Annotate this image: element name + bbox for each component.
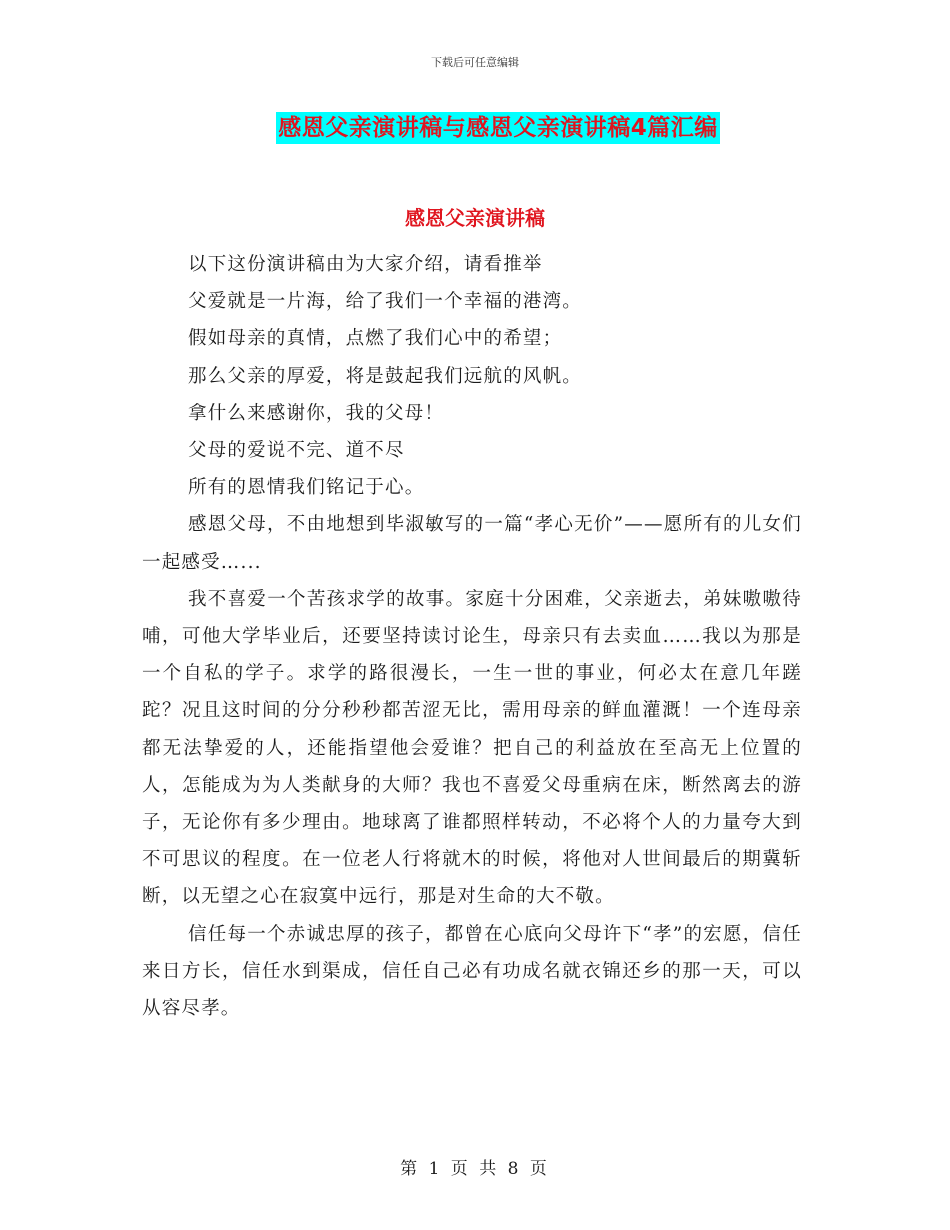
body-line: 拿什么来感谢你，我的父母！ [188, 402, 445, 424]
body-paragraph: 信任每一个赤诚忠厚的孩子，都曾在心底向父母许下“孝”的宏愿，信任来日方长，信任水到渠成，信任自己必有功成名就衣锦还乡的那一天，可以从容尽孝。 [142, 923, 802, 1020]
page-footer: 第 1 页 共 8 页 [400, 1159, 550, 1179]
body-line: 父爱就是一片海，给了我们一个幸福的港湾。 [188, 291, 583, 313]
body-line: 所有的恩情我们铭记于心。 [188, 477, 425, 499]
body-line: 那么父亲的厚爱，将是鼓起我们远航的风帆。 [188, 365, 583, 387]
document-title: 感恩父亲演讲稿与感恩父亲演讲稿4篇汇编 [276, 112, 720, 144]
body-paragraph: 我不喜爱一个苦孩求学的故事。家庭十分困难，父亲逝去，弟妹嗷嗷待哺，可他大学毕业后，还要坚持读讨论生，母亲只有去卖血……我以为那是一个自私的学子。求学的路很漫长，一生一世的事业，何必太在意几年蹉跎？况且这时间的分分秒秒都苦涩无比，需用母亲的鲜血灌溉！一个连母亲都无法挚爱的人，还能指望他会爱谁？把自己的利益放在至高无上位置的人，怎能成为为人类献身的大师？我也不喜爱父母重病在床，断然离去的游子，无论你有多少理由。地球离了谁都照样转动，不必将个人的力量夸大到不可思议的程度。在一位老人行将就木的时候，将他对人世间最后的期冀斩断，以无望之心在寂寞中远行，那是对生命的大不敬。 [142, 588, 802, 908]
document-title-container [0, 112, 950, 144]
body-line: 假如母亲的真情，点燃了我们心中的希望； [188, 328, 563, 350]
section-title: 感恩父亲演讲稿 [405, 206, 545, 230]
body-line: 父母的爱说不完、道不尽 [188, 440, 405, 462]
body-paragraph: 感恩父母，不由地想到毕淑敏写的一篇“孝心无价”——愿所有的儿女们一起感受…... [142, 514, 802, 573]
header-note: 下载后可任意编辑 [431, 56, 519, 69]
document-body [142, 246, 802, 1027]
body-line: 以下这份演讲稿由为大家介绍，请看推举 [188, 254, 543, 275]
